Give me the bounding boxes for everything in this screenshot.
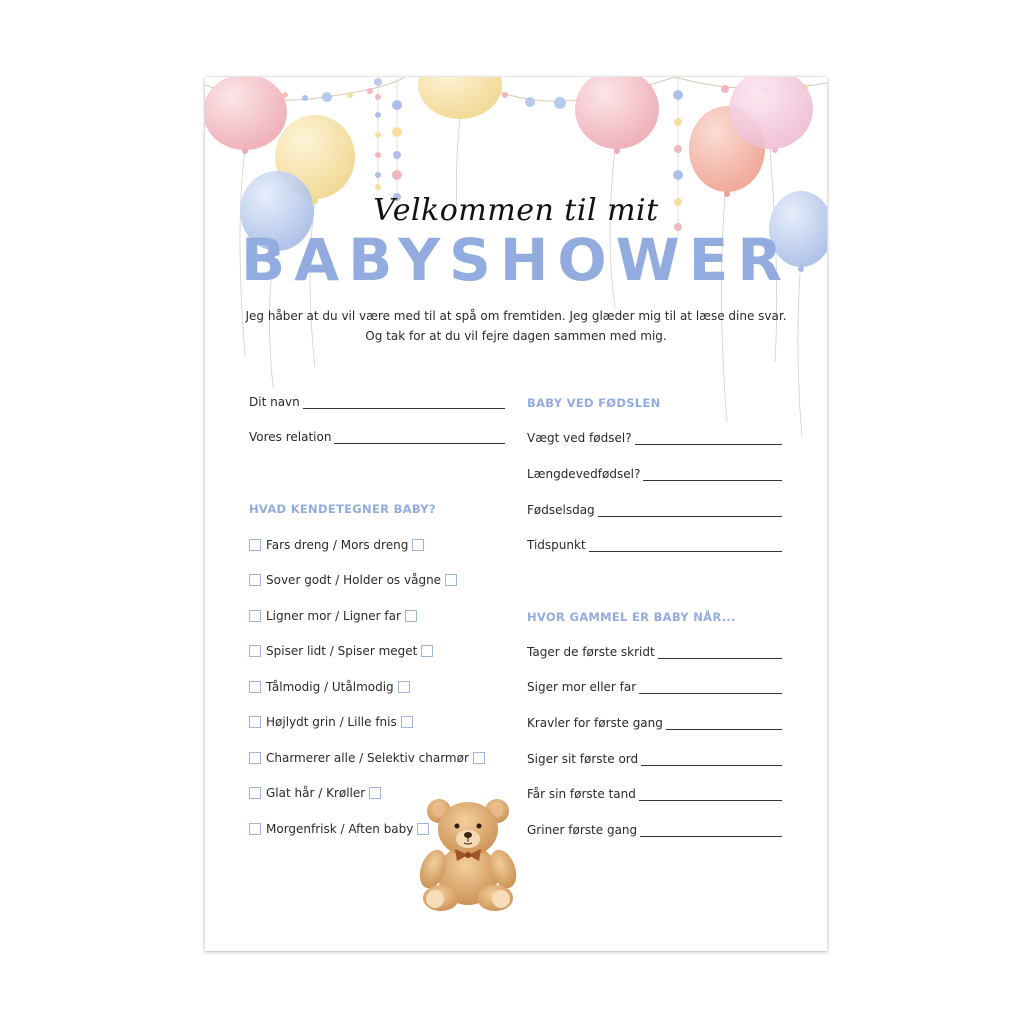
checkbox-right[interactable]	[473, 752, 485, 764]
checkbox-left[interactable]	[249, 539, 261, 551]
trait-row[interactable]	[249, 573, 457, 587]
birth-field[interactable]	[527, 538, 782, 552]
trait-label: Charmerer alle / Selektiv charmør	[266, 751, 469, 765]
birth-field-label: Fødselsdag	[527, 503, 595, 517]
checkbox-right[interactable]	[398, 681, 410, 693]
checkbox-right[interactable]	[445, 574, 457, 586]
trait-row[interactable]	[249, 644, 433, 658]
trait-row[interactable]	[249, 609, 417, 623]
milestone-label: Tager de første skridt	[527, 645, 655, 659]
checkbox-left[interactable]	[249, 610, 261, 622]
trait-row[interactable]	[249, 751, 485, 765]
milestone-label: Får sin første tand	[527, 787, 636, 801]
name-label: Dit navn	[249, 395, 300, 409]
trait-label: Ligner mor / Ligner far	[266, 609, 401, 623]
checkbox-left[interactable]	[249, 823, 261, 835]
trait-label: Glat hår / Krøller	[266, 786, 366, 800]
trait-row[interactable]	[249, 822, 429, 836]
milestone-field[interactable]	[527, 752, 782, 766]
trait-label: Tålmodig / Utålmodig	[266, 680, 394, 694]
trait-label: Højlydt grin / Lille fnis	[266, 715, 397, 729]
milestone-input-line[interactable]	[666, 717, 782, 730]
checkbox-left[interactable]	[249, 681, 261, 693]
page-title: BABYSHOWER	[240, 226, 791, 294]
teddy-bear-icon	[413, 795, 523, 913]
checkbox-right[interactable]	[369, 787, 381, 799]
birth-field[interactable]	[527, 431, 782, 445]
checkbox-right[interactable]	[401, 716, 413, 728]
checkbox-left[interactable]	[249, 752, 261, 764]
name-input-line[interactable]	[303, 396, 505, 409]
name-field[interactable]	[249, 395, 505, 409]
milestone-input-line[interactable]	[639, 788, 782, 801]
milestone-input-line[interactable]	[640, 824, 782, 837]
trait-row[interactable]	[249, 715, 413, 729]
relation-field[interactable]	[249, 430, 505, 444]
birth-input-line[interactable]	[589, 539, 782, 552]
milestone-field[interactable]	[527, 716, 782, 730]
intro-line-1: Jeg håber at du vil være med til at spå om fremtiden. Jeg glæder mig til at læse dine svar.	[245, 309, 787, 323]
birth-field-label: Længdevedfødsel?	[527, 467, 641, 481]
birth-field[interactable]	[527, 503, 782, 517]
invitation-card	[205, 77, 827, 951]
milestone-field[interactable]	[527, 645, 782, 659]
birth-field-label: Tidspunkt	[527, 538, 586, 552]
milestone-field[interactable]	[527, 823, 782, 837]
traits-heading: HVAD KENDETEGNER BABY?	[249, 502, 436, 516]
birth-input-line[interactable]	[643, 468, 782, 481]
milestone-input-line[interactable]	[658, 646, 782, 659]
milestone-label: Siger sit første ord	[527, 752, 639, 766]
milestone-field[interactable]	[527, 680, 782, 694]
script-title: Velkommen til mit	[373, 193, 659, 228]
checkbox-left[interactable]	[249, 645, 261, 657]
trait-label: Fars dreng / Mors dreng	[266, 538, 409, 552]
milestone-input-line[interactable]	[639, 681, 782, 694]
trait-row[interactable]	[249, 680, 410, 694]
milestone-label: Kravler for første gang	[527, 716, 663, 730]
intro-line-2: Og tak for at du vil fejre dagen sammen med mig.	[365, 329, 667, 343]
birth-field-label: Vægt ved fødsel?	[527, 431, 632, 445]
trait-label: Spiser lidt / Spiser meget	[266, 644, 418, 658]
milestone-input-line[interactable]	[641, 753, 782, 766]
milestones-heading: HVOR GAMMEL ER BABY NÅR...	[527, 610, 736, 624]
checkbox-left[interactable]	[249, 716, 261, 728]
checkbox-right[interactable]	[421, 645, 433, 657]
garland-beads	[282, 78, 808, 109]
birth-heading: BABY VED FØDSLEN	[527, 396, 661, 410]
trait-label: Morgenfrisk / Aften baby	[266, 822, 414, 836]
checkbox-left[interactable]	[249, 787, 261, 799]
milestone-field[interactable]	[527, 787, 782, 801]
birth-field[interactable]	[527, 467, 782, 481]
checkbox-right[interactable]	[412, 539, 424, 551]
checkbox-right[interactable]	[405, 610, 417, 622]
intro-text	[235, 306, 797, 346]
milestone-label: Griner første gang	[527, 823, 638, 837]
birth-input-line[interactable]	[635, 432, 782, 445]
trait-row[interactable]	[249, 786, 381, 800]
relation-input-line[interactable]	[334, 431, 505, 444]
milestone-label: Siger mor eller far	[527, 680, 637, 694]
trait-row[interactable]	[249, 538, 424, 552]
birth-input-line[interactable]	[598, 504, 782, 517]
trait-label: Sover godt / Holder os vågne	[266, 573, 442, 587]
relation-label: Vores relation	[249, 430, 332, 444]
checkbox-left[interactable]	[249, 574, 261, 586]
